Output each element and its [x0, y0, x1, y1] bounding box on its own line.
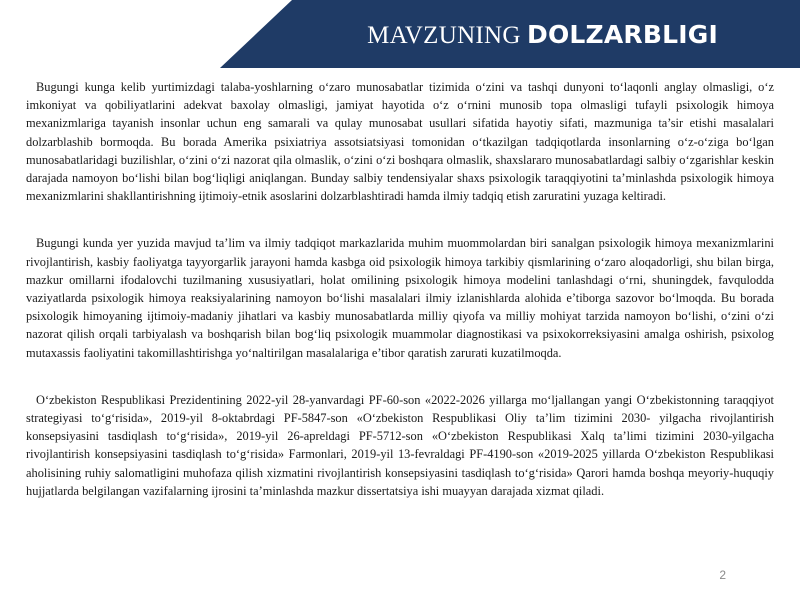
paragraph-3: O‘zbekiston Respublikasi Prezidentining 2022-yil 28-yanvardagi PF-60-son «2022-2026 yillarga mo‘ljallangan yangi O‘zbekistonning taraqqiyot strategiyasi to‘g‘risida», 2019-yil 8-oktabrdagi PF-5847-son «O‘zbekiston Respublikasi Oliy ta’lim tizimini 2030- yilgacha rivojlantirish konsepsiyasini tasdiqlash to‘g‘risida», 2019-yil 26-apreldagi PF-5712-son «O‘zbekiston Respublikasi Xalq ta’limi tizimini 2030-yilgacha rivojlantirish konsepsiyasini tasdiqlash to‘g‘risida» Farmonlari, 2019-yil 13-fevraldagi PF-4190-son «2019-2025 yillarda O‘zbekiston Respublikasi aholisining ruhiy salomatligini muhofaza qilish xizmatini rivojlantirish konsepsiyasini tasdiqlash to‘g‘risida» Qarori hamda boshqa meyoriy-huquqiy hujjatlarda belgilangan vazifalarning ijrosini ta’minlashda mazkur dissertatsiya ishi muayyan darajada xizmat qiladi.	[26, 392, 774, 498]
page-number: 2	[719, 568, 726, 582]
paragraph-2: Bugungi kunda yer yuzida mavjud ta’lim va ilmiy tadqiqot markazlarida muhim muommolardan biri sanalgan psixologik himoya mexanizmlarini rivojlantirish, kasbiy faoliyatga tayyorgarlik jarayoni hamda kasbga oid psixologik himoya tarkibiy qismlarining o‘zaro aloqadorligi, shu bilan birga, mazkur omillarni ifodalovchi tuzilmaning xususiyatlari, holat omilining psixologik himoya modelini tanlashdagi o‘rni, shuningdek, favqulodda vaziyatlarda psixologik himoya reaksiyalarining namoyon bo‘lishi masalalari ilmiy izlanishlarda alohida e’tiborga sazovor bo‘lmoqda. Bu borada psixologik himoyaning ijtimoiy-madaniy jihatlari va kasbiy munosabatlarda milliy qiyofa va milliy mohiyat tarzida namoyon bo‘lishi, o‘zini o‘zi nazorat qilish orqali tarbiyalash va boshqarish bilan bog‘liq psixologik muammolar diagnostikasi va psixokorreksiyasini amalga oshirish, psixolog mutaxassis faoliyatini takomillashtirishga yo‘naltirilgan masalalariga e’tibor qaratish zarurati kuzatilmoqda.	[26, 236, 774, 360]
page-title-regular: MAVZUNING	[367, 22, 521, 49]
page-title-bold: DOLZARBLIGI	[527, 20, 718, 49]
page-title	[367, 19, 718, 52]
paragraph-1: Bugungi kunga kelib yurtimizdagi talaba-yoshlarning o‘zaro munosabatlar tizimida o‘zini va tashqi dunyoni to‘laqonli anglay olmasligi, o‘z imkoniyat va qobiliyatlarini adekvat baxolay olmasligi, jamiyat hayotida o‘z o‘rnini munosib topa olmasligi tufayli psixologik himoya mexanizmlariga tayanish insonlar uchun eng samarali va qulay munosabat usullari sifatida hayotiy sifati, mazmuniga ta’sir etishi masalalari dolzarblashib bormoqda. Bu borada Amerika psixiatriya assotsiatsiyasi tomonidan o‘tkazilgan tadqiqotlarda insonlarning o‘z-o‘ziga bo‘lgan munosabatlaridagi buzilishlar, o‘zini o‘zi nazorat qila olmaslik, o‘zini o‘zi boshqara olmaslik, shaxslararo munosabatlardagi salbiy o‘zgarishlar keskin darajada namoyon bo‘lishi bilan bog‘liqligi aniqlangan. Bunday salbiy tendensiyalar shaxs psixologik taraqqiyotini ta’minlashda psixologik himoya mexanizmlarini shakllantirishning ijtimoiy-etnik asoslarini dolzarblashtiradi hamda ilmiy tadqiq etish zaruratini yuzaga keltiradi.	[26, 80, 774, 204]
body-text	[26, 78, 774, 500]
